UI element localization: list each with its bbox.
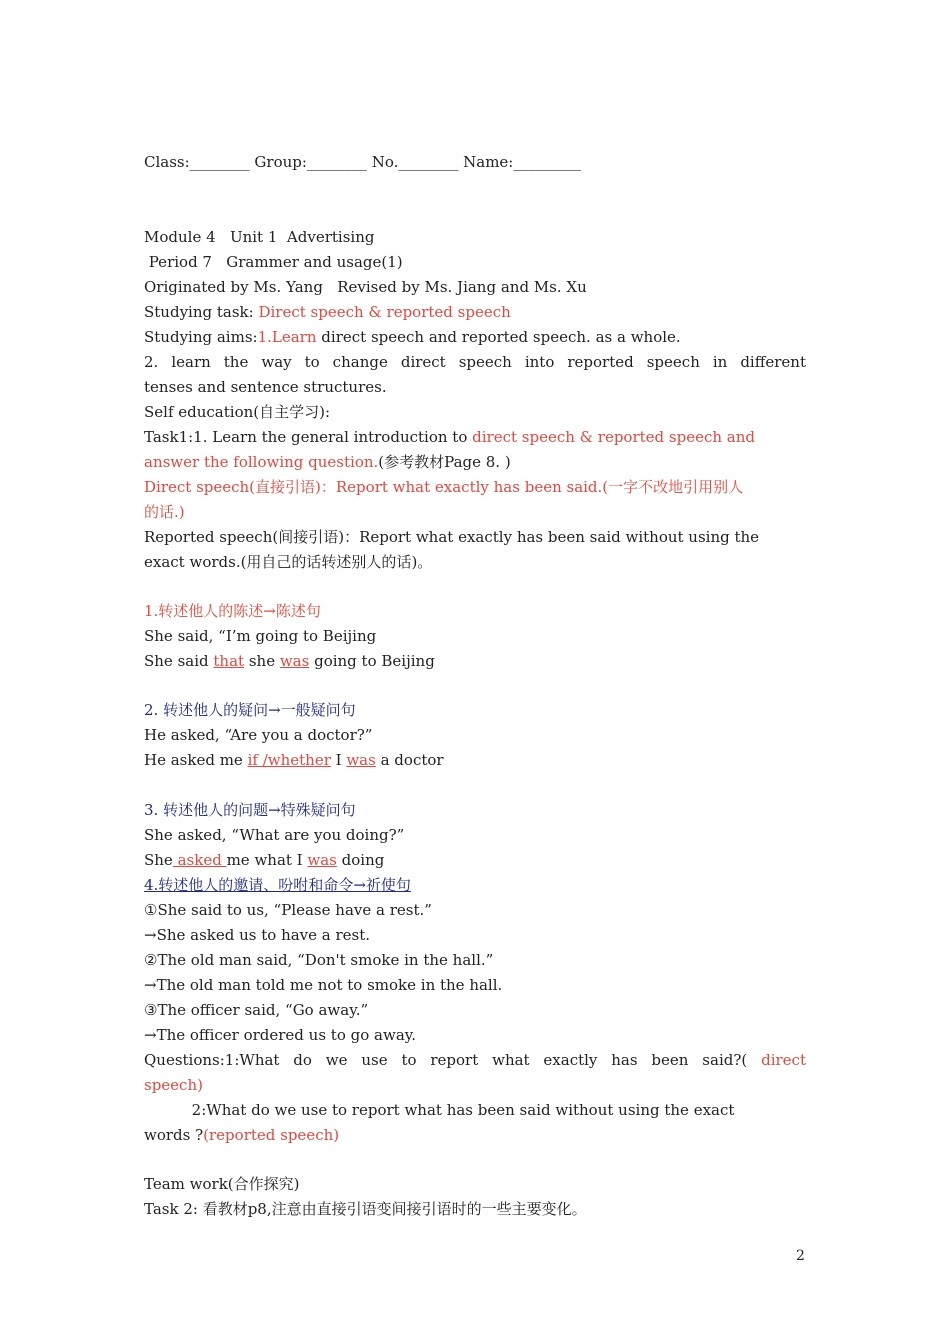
section4-example-3-reported: →The officer ordered us to go away. [144,1026,417,1044]
question-2-cont [144,1125,806,1145]
section1-example-reported [144,651,806,671]
answer-that: that [213,652,245,670]
task1-line1 [144,427,806,447]
studying-task-value: Direct speech & reported speech [258,303,511,321]
answer-asked: asked [172,851,227,869]
studying-aims-rest: direct speech and reported speech. as a whole. [316,328,681,346]
authors-line: Originated by Ms. Yang Revised by Ms. Jiang and Ms. Xu [144,278,587,296]
section4-example-2-reported: →The old man told me not to smoke in the hall. [144,976,503,994]
text-part: going to Beijing [309,652,435,670]
section4-heading: 4.转述他人的邀请、吩咐和命令→祈使句 [144,876,411,894]
answer-was: was [307,851,337,869]
answer-if-whether: if /whether [247,751,331,769]
question-1-text: Questions:1:What do we use to report what exactly has been said?( [144,1051,748,1069]
studying-aims-line2: 2. learn the way to change direct speech into reported speech in different [144,353,806,371]
period-title: Period 7 Grammer and usage(1) [144,253,403,271]
studying-task [144,302,806,322]
direct-speech-definition-cont: 的话.) [144,503,185,521]
direct-speech-definition: Direct speech(直接引语)：Report what exactly has been said.(一字不改地引用别人 [144,478,744,496]
text-part: she [244,652,280,670]
reported-speech-definition: Reported speech(间接引语)：Report what exactly has been said without using the [144,528,760,546]
text-part: She [144,851,173,869]
section2-heading: 2. 转述他人的疑问→一般疑问句 [144,701,356,719]
studying-aims-line3: tenses and sentence structures. [144,378,387,396]
module-title: Module 4 Unit 1 Advertising [144,228,375,246]
page-number: 2 [796,1248,805,1264]
section4-example-1: ①She said to us, “Please have a rest.” [144,901,432,919]
text-part: me what I [226,851,308,869]
question-1 [144,1050,806,1070]
team-work-heading: Team work(合作探究) [144,1175,300,1193]
task2-line: Task 2: 看教材p8,注意由直接引语变间接引语时的一些主要变化。 [144,1200,587,1218]
text-part: a doctor [375,751,444,769]
text-part: He asked me [144,751,248,769]
studying-aims-label: Studying aims: [144,328,258,346]
question-2-answer: (reported speech) [203,1126,340,1144]
section1-heading: 1.转述他人的陈述→陈述句 [144,602,321,620]
text-part: doing [336,851,385,869]
reported-speech-definition-cont: exact words.(用自己的话转述别人的话)。 [144,553,433,571]
question-2-text: words ? [144,1126,204,1144]
answer-was: was [346,751,376,769]
section4-example-1-reported: →She asked us to have a rest. [144,926,371,944]
answer-was: was [279,652,310,670]
question-1-answer-cont: speech) [144,1076,203,1094]
question-2: 2:What do we use to report what has been said without using the exact [144,1101,735,1119]
studying-aims [144,327,806,347]
section3-example-reported [144,850,806,870]
question-1-answer: direct [761,1051,806,1069]
task1-line2 [144,452,806,472]
task1-suffix: (参考教材Page 8. ) [378,453,511,471]
self-education-heading: Self education(自主学习): [144,403,331,421]
student-info-fields: Class:________ Group:________ No.________ Name:_________ [144,153,581,171]
studying-aims-item1: 1.Learn [257,328,317,346]
text-part: I [330,751,347,769]
section3-example-direct: She asked, “What are you doing?” [144,826,405,844]
studying-task-label: Studying task: [144,303,259,321]
section3-heading: 3. 转述他人的问题→特殊疑问句 [144,801,356,819]
text-part: She said [144,652,214,670]
task1-prefix: Task1:1. Learn the general introduction to [144,428,473,446]
task1-red2: answer the following question. [144,453,379,471]
section2-example-direct: He asked, “Are you a doctor?” [144,726,373,744]
section4-example-3: ③The officer said, “Go away.” [144,1001,369,1019]
section2-example-reported [144,750,806,770]
section1-example-direct: She said, “I’m going to Beijing [144,627,377,645]
section4-example-2: ②The old man said, “Don't smoke in the hall.” [144,951,494,969]
task1-red1: direct speech & reported speech and [472,428,755,446]
